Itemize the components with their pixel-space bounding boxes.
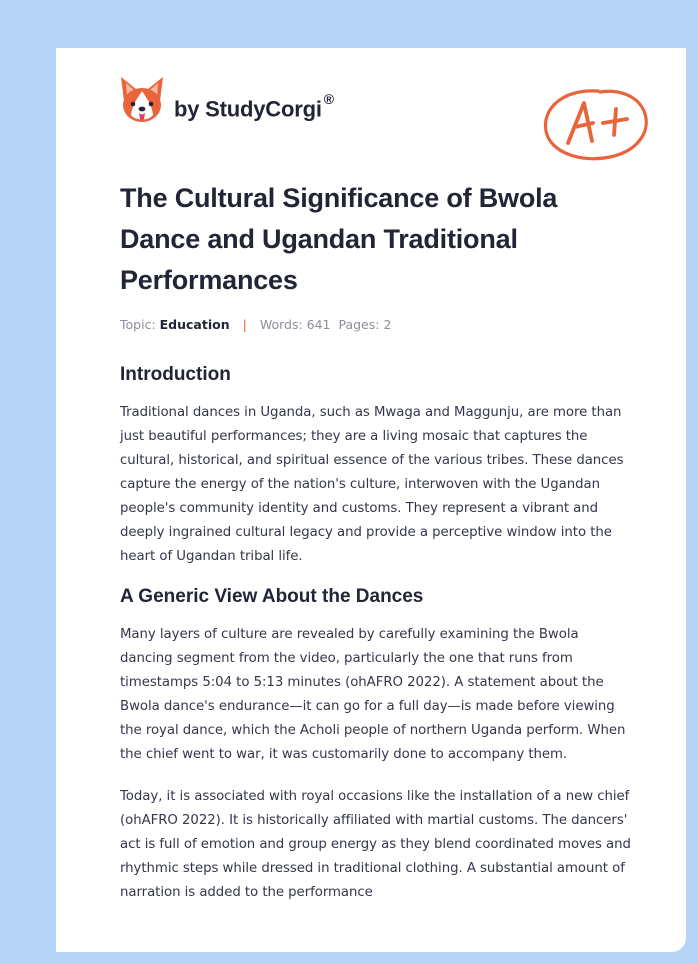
section-introduction [120, 361, 632, 569]
paragraph: Today, it is associated with royal occasions like the installation of a new chief (ohAFRO 2022). It is historically affiliated with martial customs. The dancers' act is full of emotion and group energy as they blend coordinated moves and rhythmic steps while dressed in traditional clothing. A substantial amount of narration is added to the performance [120, 789, 631, 900]
topic-link[interactable]: Education [159, 317, 230, 332]
section-heading: A Generic View About the Dances [120, 586, 424, 607]
brand-name: by StudyCorgi ® [174, 91, 334, 122]
corgi-logo-icon [120, 75, 164, 125]
pages-count: 2 [383, 317, 392, 332]
section-generic-view [120, 583, 632, 905]
topic-label: Topic: [120, 317, 156, 332]
document-meta [120, 317, 632, 335]
pages-label: Pages: [338, 317, 380, 332]
section-heading: Introduction [120, 364, 231, 385]
meta-separator: | [242, 317, 247, 332]
document-content [120, 178, 632, 905]
words-label: Words: [259, 317, 303, 332]
registered-mark: ® [323, 91, 334, 107]
paragraph: Traditional dances in Uganda, such as Mwaga and Maggunju, are more than just beautiful performances; they are a living mosaic that captures the cultural, historical, and spiritual essence of the various tribes. These dances capture the energy of the nation's culture, interwoven with the Ugandan people's community identity and customs. They represent a vibrant and deeply ingrained cultural legacy and provide a perceptive window into the heart of Ugandan tribal life. [120, 405, 624, 564]
grade-badge-icon [540, 83, 652, 167]
words-count: 641 [306, 317, 331, 332]
page-title: The Cultural Significance of Bwola Dance and Ugandan Traditional Performances [120, 183, 558, 295]
header [120, 75, 650, 145]
paragraph: Many layers of culture are revealed by carefully examining the Bwola dancing segment from the video, particularly the one that runs from timestamps 5:04 to 5:13 minutes (ohAFRO 2022). A statement about the Bwola dance's endurance—it can go for a full day—is made before viewing the royal dance, which the Acholi people of northern Uganda perform. When the chief went to war, it was customarily done to accompany them. [120, 627, 626, 762]
document-page [56, 48, 686, 952]
